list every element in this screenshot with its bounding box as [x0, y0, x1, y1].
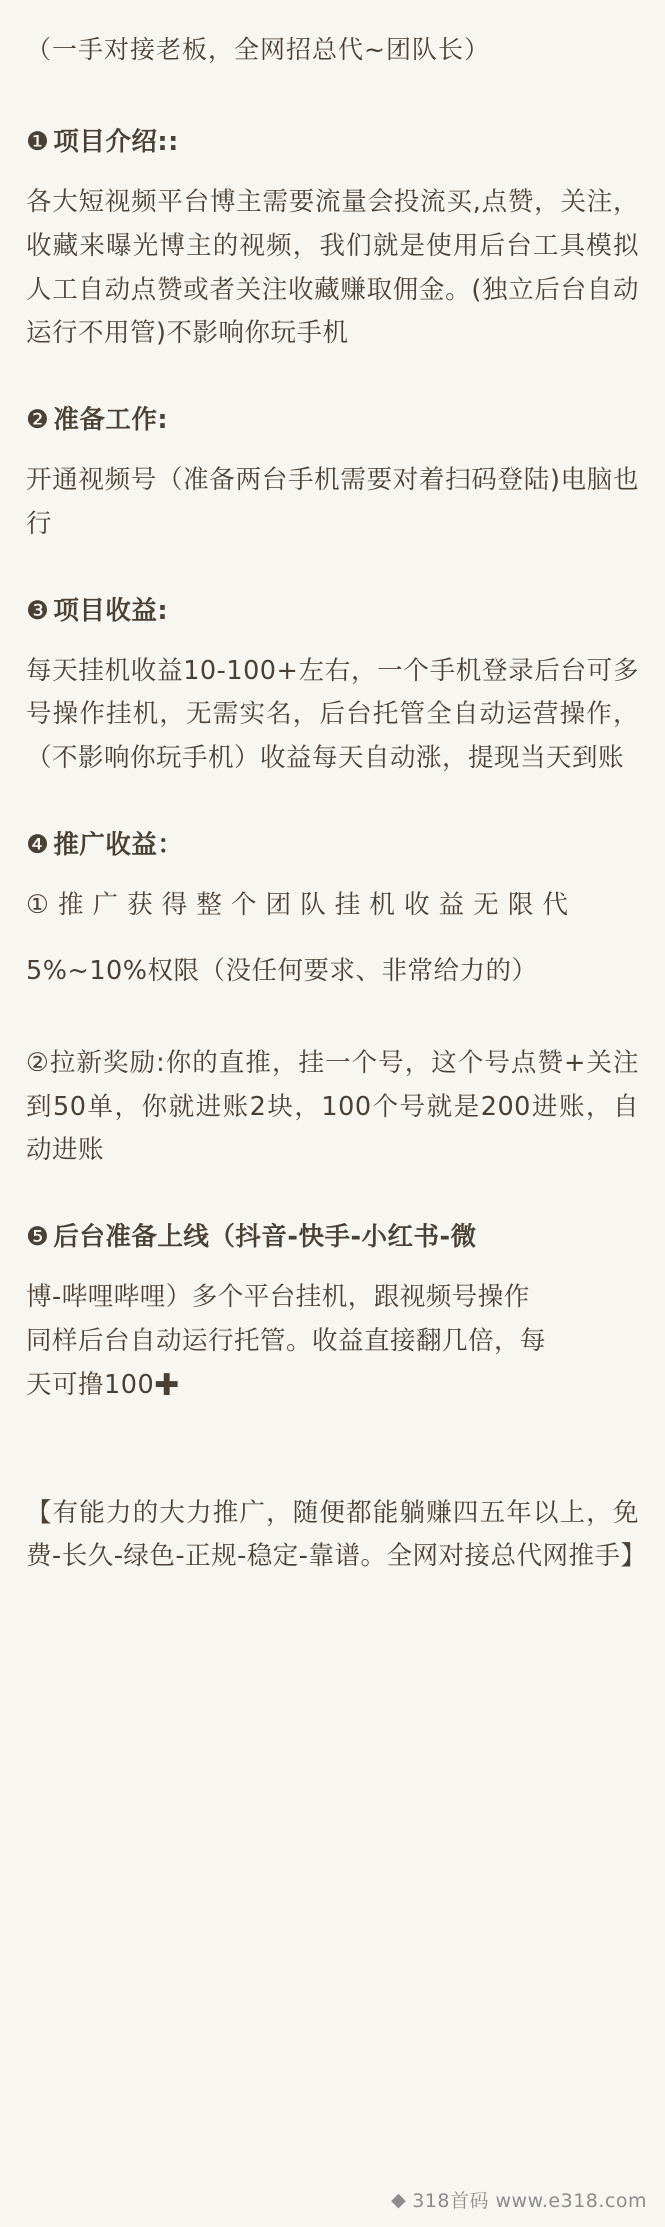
section-heading [26, 825, 639, 866]
section-body: 开通视频号（准备两台手机需要对着扫码登陆)电脑也行 [26, 465, 639, 539]
section-body-line4-text: 天可撸100 [26, 1369, 155, 1400]
watermark [391, 2186, 647, 2213]
section-heading [26, 122, 639, 163]
section-promotion-earnings [26, 825, 639, 1173]
section-heading [26, 400, 639, 441]
section-title: 后台准备上线（抖音-快手-小红书-微 [53, 1222, 477, 1253]
section-body-line3: 同样后台自动运行托管。收益直接翻几倍，每 [26, 1325, 547, 1356]
section-number-icon: ❷ [26, 405, 50, 436]
section-heading [26, 1217, 639, 1258]
promotion-item-2: ②拉新奖励:你的直推，挂一个号，这个号点赞+关注到50单，你就进账2块，100个号就是200进账，自动进账 [26, 1047, 639, 1166]
section-body-line2: 博-哔哩哔哩）多个平台挂机，跟视频号操作 [26, 1282, 530, 1313]
section-upcoming-platforms [26, 1217, 639, 1407]
section-title: 推广收益： [53, 830, 184, 861]
section-number-icon: ❸ [26, 595, 50, 626]
section-number-icon: ❺ [26, 1222, 50, 1253]
promotion-item-1-line2: 5%~10%权限（没任何要求、非常给力的） [26, 955, 538, 986]
section-heading [26, 591, 639, 632]
promotion-item-1-line1: ① 推 广 获 得 整 个 团 队 挂 机 收 益 无 限 代 [26, 889, 569, 920]
section-title: 项目介绍:: [53, 127, 179, 157]
section-title: 项目收益: [53, 595, 169, 626]
plus-icon: ✚ [154, 1367, 180, 1403]
watermark-text: 318首码 www.e318.com [412, 2190, 647, 2212]
lead-paragraph: （一手对接老板，全网招总代~团队长） [26, 35, 490, 64]
watermark-logo-icon: ◆ [391, 2188, 407, 2211]
section-preparation [26, 400, 639, 547]
section-number-icon: ❹ [26, 830, 50, 861]
section-body: 各大短视频平台博主需要流量会投流买,点赞，关注，收藏来曝光博主的视频，我们就是使用后台工具模拟人工自动点赞或者关注收藏赚取佣金。(独立后台自动运行不用管)不影响你玩手机 [26, 186, 639, 349]
footer-note: 【有能力的大力推广，随便都能躺赚四五年以上，免费-长久-绿色-正规-稳定-靠谱。全网对接总代网推手】 [26, 1497, 647, 1572]
section-number-icon: ❶ [26, 127, 50, 157]
section-project-intro [26, 122, 639, 356]
section-body-line4 [26, 1364, 639, 1408]
section-body: 每天挂机收益10-100+左右，一个手机登录后台可多号操作挂机，无需实名，后台托管全自动运营操作，（不影响你玩手机）收益每天自动涨，提现当天到账 [26, 655, 639, 774]
section-title: 准备工作: [53, 405, 169, 436]
section-earnings [26, 591, 639, 781]
